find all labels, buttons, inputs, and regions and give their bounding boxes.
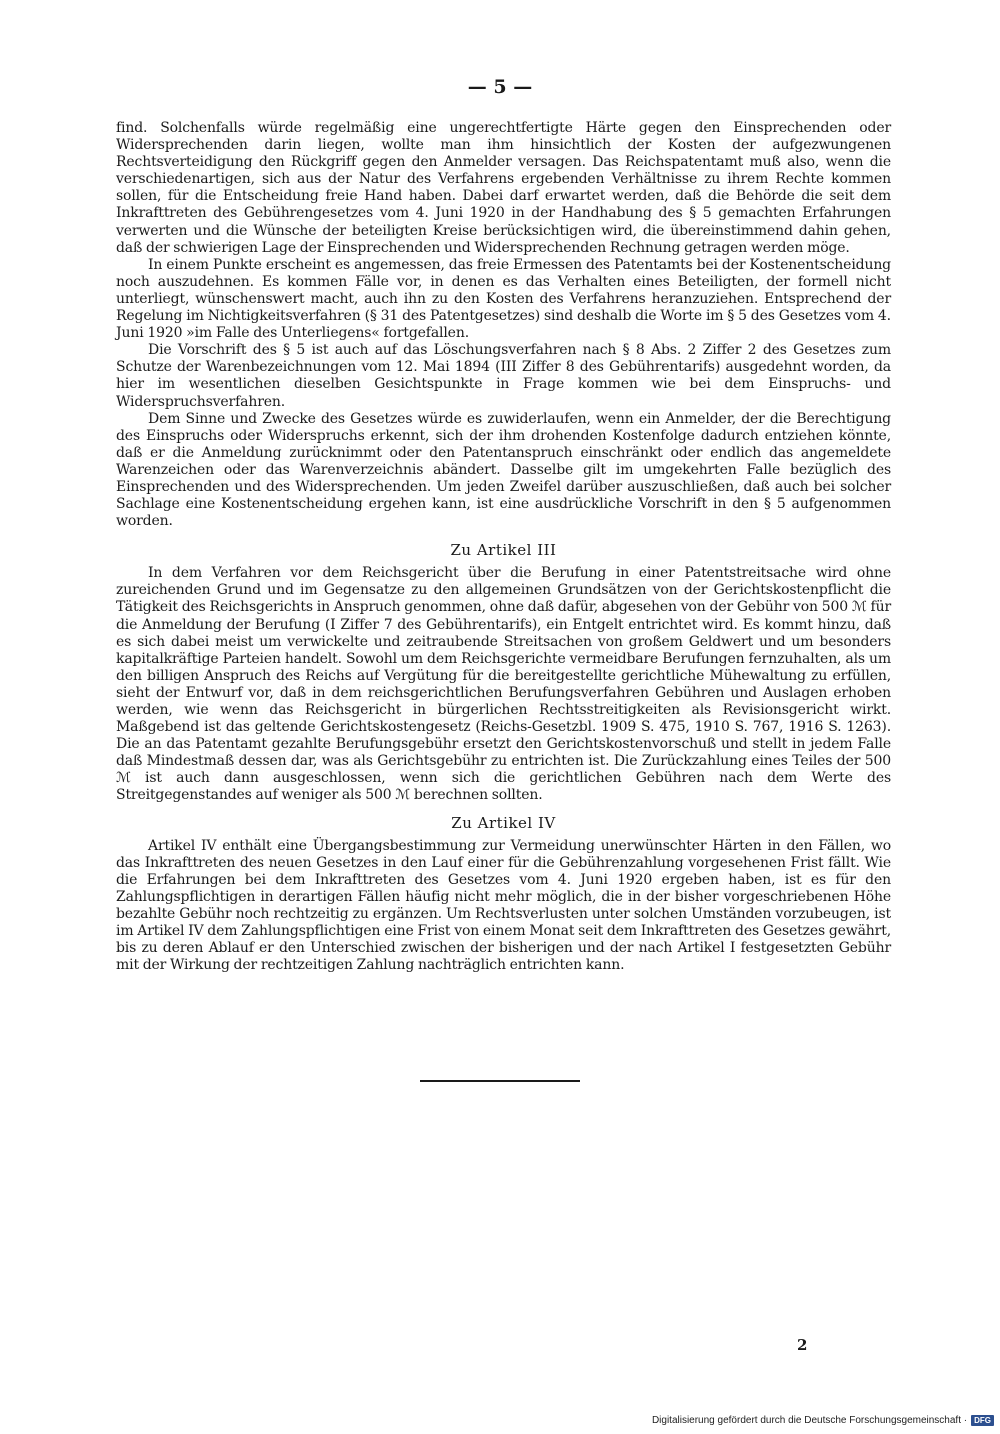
section-heading-article-3: Zu Artikel III xyxy=(450,541,557,560)
paragraph-article-4: Artikel IV enthält eine Übergangsbestimmung zur Vermeidung unerwünschter Härten in den Fällen, wo das Inkrafttreten des neuen Gesetzes in den Lauf einer für die Gebührenzahlung vorgesehenen Frist fällt. Wie die Erfahrungen bei dem Inkrafttreten des Gesetzes vom 4. Juni 1920 ergeben haben, ist es für den Zahlungspflichtigen in derartigen Fällen häufig nicht mehr möglich, die in der bisher vorgeschriebenen Höhe bezahlte Gebühr noch rechtzeitig zu ergänzen. Um Rechtsverlusten unter solchen Umständen vorzubeugen, ist im Artikel IV dem Zahlungspflichtigen eine Frist von einem Monat seit dem Inkrafttreten des Gesetzes gewährt, bis zu deren Ablauf er den Unterschied zwischen der bisherigen und der nach Artikel I festgesetzten Gebühr mit der Wirkung der rechtzeitigen Zahlung nachträglich entrichten kann. xyxy=(116,837,891,974)
footer-credit: Digitalisierung gefördert durch die Deutsche Forschungsgemeinschaft · xyxy=(651,1414,968,1426)
paragraph-cancellation-procedure: Die Vorschrift des § 5 ist auch auf das Löschungsverfahren nach § 8 Abs. 2 Ziffer 2 des Gesetzes zum Schutze der Warenbezeichnungen vom 12. Mai 1894 (III Ziffer 8 des Gebührentarifs) ausgedehnt worden, da hier im wesentlichen dieselben Gesichtspunkte in Frage kommen wie bei dem Einspruchs- und Widerspruchsverfahren. xyxy=(116,342,891,410)
document-body xyxy=(116,120,891,974)
end-rule-divider xyxy=(420,1080,580,1082)
paragraph-article-3: In dem Verfahren vor dem Reichsgericht über die Berufung in einer Patentstreitsache wird ohne zureichenden Grund und im Gegensatze zu den allgemeinen Grundsätzen von der Gerichtskostenpflicht die Tätigkeit des Reichsgerichts in Anspruch genommen, ohne daß dafür, abgesehen von der Gebühr von 500 ℳ für die Anmeldung der Berufung (I Ziffer 7 des Gebührentarifs), ein Entgelt entrichtet wird. Es kommt hinzu, daß es sich dabei meist um verwickelte und zeitraubende Streitsachen von großem Geldwert und um besonders kapitalkräftige Parteien handelt. Sowohl um dem Reichsgerichte vermeidbare Berufungen fernzuhalten, als um den billigen Anspruch des Reichs auf Vergütung für die bereitgestellte gerichtliche Mühewaltung zu erfüllen, sieht der Entwurf vor, daß in dem reichsgerichtlichen Berufungsverfahren Gebühren und Auslagen erhoben werden, wie wenn das Reichsgericht in bürgerlichen Rechtsstreitigkeiten als Revisionsgericht wirkt. Maßgebend ist das geltende Gerichtskostengesetz (Reichs-Gesetzbl. 1909 S. 475, 1910 S. 767, 1916 S. 1263). Die an das Patentamt gezahlte Berufungsgebühr ersetzt den Gerichtskostenvorschuß und stellt in jedem Falle daß Mindestmaß dessen dar, was als Gerichtsgebühr zu entrichten ist. Die Zurückzahlung eines Teiles der 500 ℳ ist auch dann ausgeschlossen, wenn sich die gerichtlichen Gebühren nach dem Werte des Streitgegenstandes auf weniger als 500 ℳ berechnen sollten. xyxy=(116,565,891,804)
section-heading-article-4: Zu Artikel IV xyxy=(451,813,556,832)
paragraph-withdrawal: Dem Sinne und Zwecke des Gesetzes würde es zuwiderlaufen, wenn ein Anmelder, der die Berechtigung des Einspruchs oder Widerspruchs erkennt, sich der ihm drohenden Kostenfolge dadurch entziehen könnte, daß er die Anmeldung zurücknimmt oder den Patentanspruch einschränkt oder endlich das angemeldete Warenzeichen oder das Warenverzeichnis abändert. Dasselbe gilt im umgekehrten Falle bezüglich des Einsprechenden und des Widersprechenden. Um jeden Zweifel darüber auszuschließen, daß auch bei solcher Sachlage eine Kostenentscheidung ergehen kann, ist eine ausdrückliche Vorschrift in den § 5 aufgenommen worden. xyxy=(116,410,891,530)
sheet-signature-number: 2 xyxy=(797,1336,808,1354)
paragraph-cost-discretion: In einem Punkte erscheint es angemessen, das freie Ermessen des Patentamts bei der Kostenentscheidung noch auszudehnen. Es kommen Fälle vor, in denen es das Verhalten eines Beteiligten, der formell nicht unterliegt, wünschenswert macht, auch ihn zu den Kosten des Verfahrens heranzuziehen. Entsprechend der Regelung im Nichtigkeitsverfahren (§ 31 des Patentgesetzes) sind deshalb die Worte im § 5 des Gesetzes vom 4. Juni 1920 »im Falle des Unterliegens« fortgefallen. xyxy=(116,256,891,342)
digitization-footer xyxy=(652,1412,994,1428)
dfg-logo-icon: DFG xyxy=(971,1415,994,1426)
continued-paragraph: find. Solchenfalls würde regelmäßig eine ungerechtfertigte Härte gegen den Einsprechenden oder Widersprechenden darin liegen, wollte man ihm hinsichtlich der Kosten der aufgezwungenen Rechtsverteidigung den Rückgriff gegen den Anmelder versagen. Das Reichspatentamt muß also, wenn die verschiedenartigen, sich aus der Natur des Verfahrens ergebenden Verhältnisse zu ihrem Rechte kommen sollen, für die Entscheidung freie Hand haben. Dabei darf erwartet werden, daß die Behörde die seit dem Inkrafttreten des Gebührengesetzes vom 4. Juni 1920 in der Handhabung des § 5 gemachten Erfahrungen verwerten und die Wünsche der beteiligten Kreise berücksichtigen wird, die übereinstimmend dahin gehen, daß der schwierigen Lage der Einsprechenden und Widersprechenden Rechnung getragen werden möge. xyxy=(116,120,891,256)
page-number: — 5 — xyxy=(467,76,533,98)
